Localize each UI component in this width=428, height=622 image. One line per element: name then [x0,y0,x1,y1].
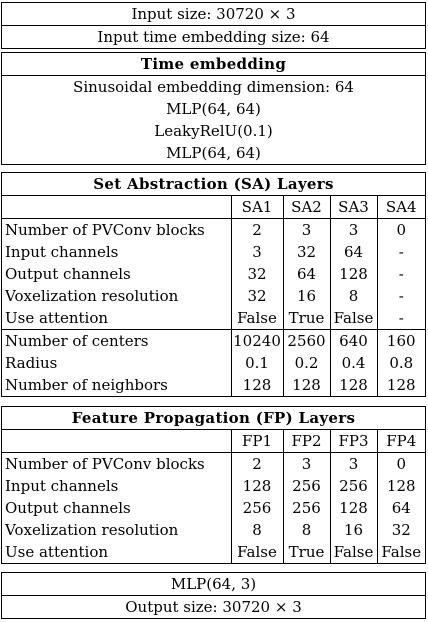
cell: 128 [283,374,330,396]
table-row [2,285,425,307]
header-cell [2,430,231,453]
cell: 128 [377,374,425,396]
cell: 0.4 [330,352,377,374]
cell: 8 [231,519,283,541]
row-label: Input channels [5,243,119,261]
cell: 0 [377,219,425,242]
time-embedding-row: Sinusoidal embedding dimension: 64 [73,78,354,96]
header-cell: FP3 [330,430,377,453]
table-row [2,330,425,353]
row-label: Number of centers [2,330,231,353]
table-row [2,307,425,330]
row-label: Input channels [5,477,119,495]
cell: 3 [330,453,377,476]
cell: 128 [377,475,425,497]
time-embedding-title: Time embedding [2,53,425,76]
cell: 64 [330,241,377,263]
header-cell: FP4 [377,430,425,453]
cell: 640 [330,330,377,353]
cell: False [330,541,377,563]
cell: 3 [283,453,330,476]
cell: 0 [377,453,425,476]
cell: 16 [330,519,377,541]
header-cell: SA2 [283,196,330,219]
cell: False [231,541,283,563]
cell: 0.2 [283,352,330,374]
time-embedding-row: LeakyRelU(0.1) [154,122,273,140]
cell: 128 [330,374,377,396]
table-row [2,475,425,497]
table-row [2,352,425,374]
cell: True [283,307,330,330]
time-embedding-block [1,52,426,165]
cell: 64 [377,497,425,519]
cell: 16 [283,285,330,307]
cell: 160 [377,330,425,353]
input-time-embedding-size: Input time embedding size: 64 [2,25,425,48]
header-cell: SA4 [377,196,425,219]
sa-layers-block [1,172,426,397]
header-cell: FP1 [231,430,283,453]
cell: 2560 [283,330,330,353]
row-label: Number of PVConv blocks [2,453,231,476]
row-label: Voxelization resolution [5,287,179,305]
input-block [1,2,426,49]
cell: 0.8 [377,352,425,374]
row-label: Output channels [5,265,131,283]
table-row [2,374,425,396]
output-block [1,572,426,619]
row-label: Number of neighbors [5,376,168,394]
row-label: Radius [5,354,58,372]
cell: False [231,307,283,330]
cell: 3 [283,219,330,242]
cell: 256 [283,497,330,519]
cell: 128 [330,497,377,519]
cell: 32 [231,285,283,307]
table-row [2,241,425,263]
row-label: Number of PVConv blocks [2,219,231,242]
cell: 128 [330,263,377,285]
sa-table [2,196,425,396]
fp-layers-block [1,406,426,564]
output-size: Output size: 30720 × 3 [2,595,425,618]
time-embedding-row: MLP(64, 64) [166,100,261,118]
sa-header-row [2,196,425,219]
cell: 10240 [231,330,283,353]
table-row [2,541,425,563]
table-row [2,519,425,541]
cell: 2 [231,219,283,242]
output-mlp: MLP(64, 3) [170,575,257,593]
table-row [2,219,425,242]
cell: 8 [283,519,330,541]
cell: False [330,307,377,330]
time-embedding-row: MLP(64, 64) [166,144,261,162]
cell: 128 [231,374,283,396]
cell: 0.1 [231,352,283,374]
header-cell: SA3 [330,196,377,219]
cell: 3 [330,219,377,242]
cell: - [377,285,425,307]
cell: 256 [231,497,283,519]
input-size: Input size: 30720 × 3 [131,5,296,23]
fp-layers-title: Feature Propagation (FP) Layers [2,407,425,430]
row-label: Use attention [5,543,109,561]
fp-header-row [2,430,425,453]
header-cell: SA1 [231,196,283,219]
fp-table [2,430,425,563]
row-label: Use attention [5,309,109,327]
cell: 32 [377,519,425,541]
cell: 128 [231,475,283,497]
cell: 256 [330,475,377,497]
cell: - [377,307,425,330]
cell: - [377,241,425,263]
sa-layers-title: Set Abstraction (SA) Layers [2,173,425,196]
table-row [2,497,425,519]
cell: 64 [283,263,330,285]
header-cell [2,196,231,219]
cell: 256 [283,475,330,497]
cell: 32 [283,241,330,263]
cell: 32 [231,263,283,285]
header-cell: FP2 [283,430,330,453]
cell: 2 [231,453,283,476]
row-label: Output channels [5,499,131,517]
cell: - [377,263,425,285]
table-row [2,263,425,285]
cell: 8 [330,285,377,307]
table-row [2,453,425,476]
cell: 3 [231,241,283,263]
cell: True [283,541,330,563]
cell: False [377,541,425,563]
row-label: Voxelization resolution [5,521,179,539]
